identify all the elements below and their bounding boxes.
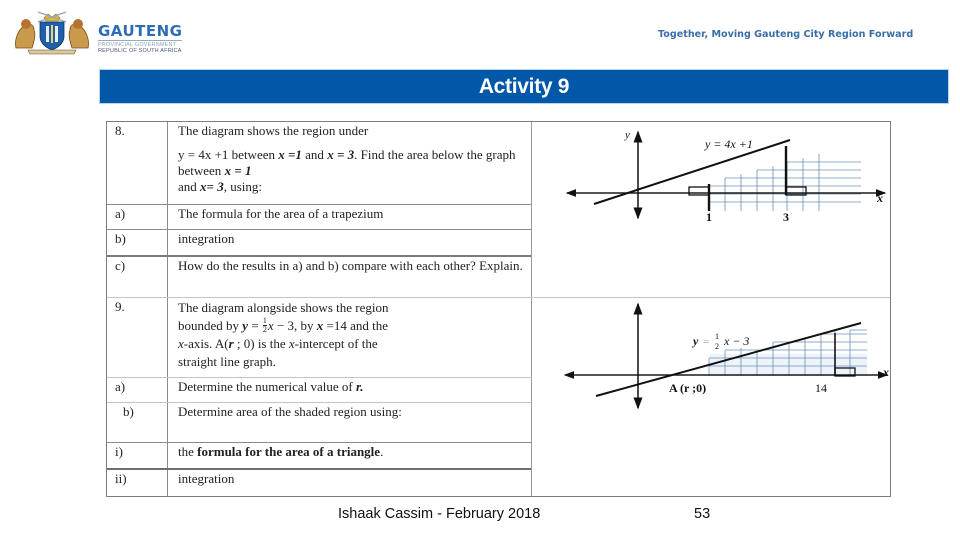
question-row	[107, 297, 531, 378]
text: − 3, by	[273, 317, 317, 333]
y-axis-label: y	[625, 129, 630, 141]
tagline: Together, Moving Gauteng City Region Forward	[658, 29, 914, 40]
question-text: integration	[178, 471, 235, 486]
fraction-numerator: 1	[262, 316, 267, 326]
equation: x	[178, 336, 184, 352]
line-label-equals: =	[703, 336, 710, 348]
question-number: b)	[123, 404, 134, 419]
page-number: 53	[694, 506, 711, 522]
text: -axis. A(	[183, 336, 229, 352]
question-text-line: The diagram shows the region under	[178, 123, 369, 138]
question-text: The formula for the area of a trapezium	[178, 206, 384, 221]
question-number: a)	[115, 379, 126, 394]
line-label-y: y	[693, 334, 699, 348]
question-row	[107, 468, 531, 498]
slide-title: Activity 9	[478, 75, 570, 98]
question-row	[107, 402, 531, 443]
question-text-line: The diagram alongside shows the region	[178, 300, 389, 315]
fraction	[263, 317, 267, 334]
question-text	[178, 444, 528, 460]
brand-subtitle-1: PROVINCIAL GOVERNMENT	[98, 42, 177, 48]
question-number: c)	[115, 258, 126, 273]
equation: x = 1	[224, 163, 252, 178]
tick-label-3: 3	[783, 210, 789, 224]
question-text	[178, 299, 528, 370]
title-bar	[100, 70, 948, 103]
question-number: a)	[115, 206, 126, 221]
text: bounded by	[178, 317, 243, 333]
question-text: Determine area of the shaded region using:	[178, 404, 402, 419]
tick-label-14: 14	[815, 381, 827, 395]
question-number: ii)	[115, 471, 127, 486]
x-axis-label: x	[877, 191, 883, 205]
brand-divider	[98, 40, 182, 41]
text: . Find the area below the graph between	[178, 147, 516, 178]
question-number: 9.	[115, 299, 125, 314]
question-number: 8.	[115, 123, 125, 138]
equation: r	[228, 336, 234, 352]
question-row	[107, 204, 531, 230]
line-label-frac-den: 2	[715, 342, 719, 351]
graph-q9	[547, 298, 892, 418]
x-axis-label: x	[883, 365, 889, 379]
slide-header	[0, 0, 960, 65]
question-row	[107, 442, 531, 469]
footer-author: Ishaak Cassim - February 2018	[338, 506, 541, 522]
equation: x	[288, 336, 295, 352]
question-text	[178, 379, 528, 395]
fraction-denominator: 2	[262, 325, 267, 335]
text: between	[228, 147, 279, 162]
equation: x	[267, 317, 274, 333]
question-text: integration	[178, 231, 235, 246]
tick-label-1: 1	[706, 210, 712, 224]
question-text-line: straight line graph.	[178, 353, 276, 369]
question-row	[107, 229, 531, 256]
brand-block	[98, 24, 182, 54]
question-text-line	[178, 317, 528, 336]
line-label-rest: x − 3	[724, 334, 750, 348]
question-number: b)	[115, 231, 126, 246]
text: and	[178, 179, 201, 194]
text: ; 0) is the	[233, 336, 289, 352]
brand-name: GAUTENG	[98, 22, 183, 40]
equation: r.	[355, 379, 364, 394]
question-list	[107, 122, 531, 496]
question-row	[107, 255, 531, 299]
question-row	[107, 122, 531, 204]
equation: x= 3	[200, 179, 224, 194]
worksheet-table	[106, 121, 891, 497]
question-text-line	[178, 335, 528, 353]
text: =	[248, 317, 262, 333]
question-text: How do the results in a) and b) compare with each other? Explain.	[178, 258, 523, 273]
question-row	[107, 377, 531, 403]
column-divider	[531, 122, 532, 496]
text: the	[178, 444, 198, 459]
equation: y = 4x +1	[178, 147, 229, 162]
brand-subtitle-2: REPUBLIC OF SOUTH AFRICA	[98, 48, 182, 54]
question-text	[178, 123, 528, 195]
text: and	[301, 147, 328, 162]
line-label: y = 4x +1	[705, 137, 753, 151]
question-number: i)	[115, 444, 123, 459]
text: .	[380, 444, 384, 459]
text: Determine the numerical value of	[178, 379, 356, 394]
question-text-line	[178, 147, 528, 195]
text: formula for the area of a triangle	[197, 444, 381, 459]
equation: y	[242, 317, 249, 333]
graph-q8	[547, 122, 887, 232]
coat-of-arms-icon	[10, 8, 94, 56]
point-a-label: A (r ;0)	[669, 381, 707, 395]
line-label-frac-num: 1	[715, 332, 719, 341]
equation: x =1	[278, 147, 302, 162]
equation: x	[316, 317, 324, 333]
text: , using:	[223, 179, 262, 194]
equation: x = 3	[327, 147, 355, 162]
text: =14 and the	[323, 317, 389, 333]
text: -intercept of the	[294, 336, 378, 352]
